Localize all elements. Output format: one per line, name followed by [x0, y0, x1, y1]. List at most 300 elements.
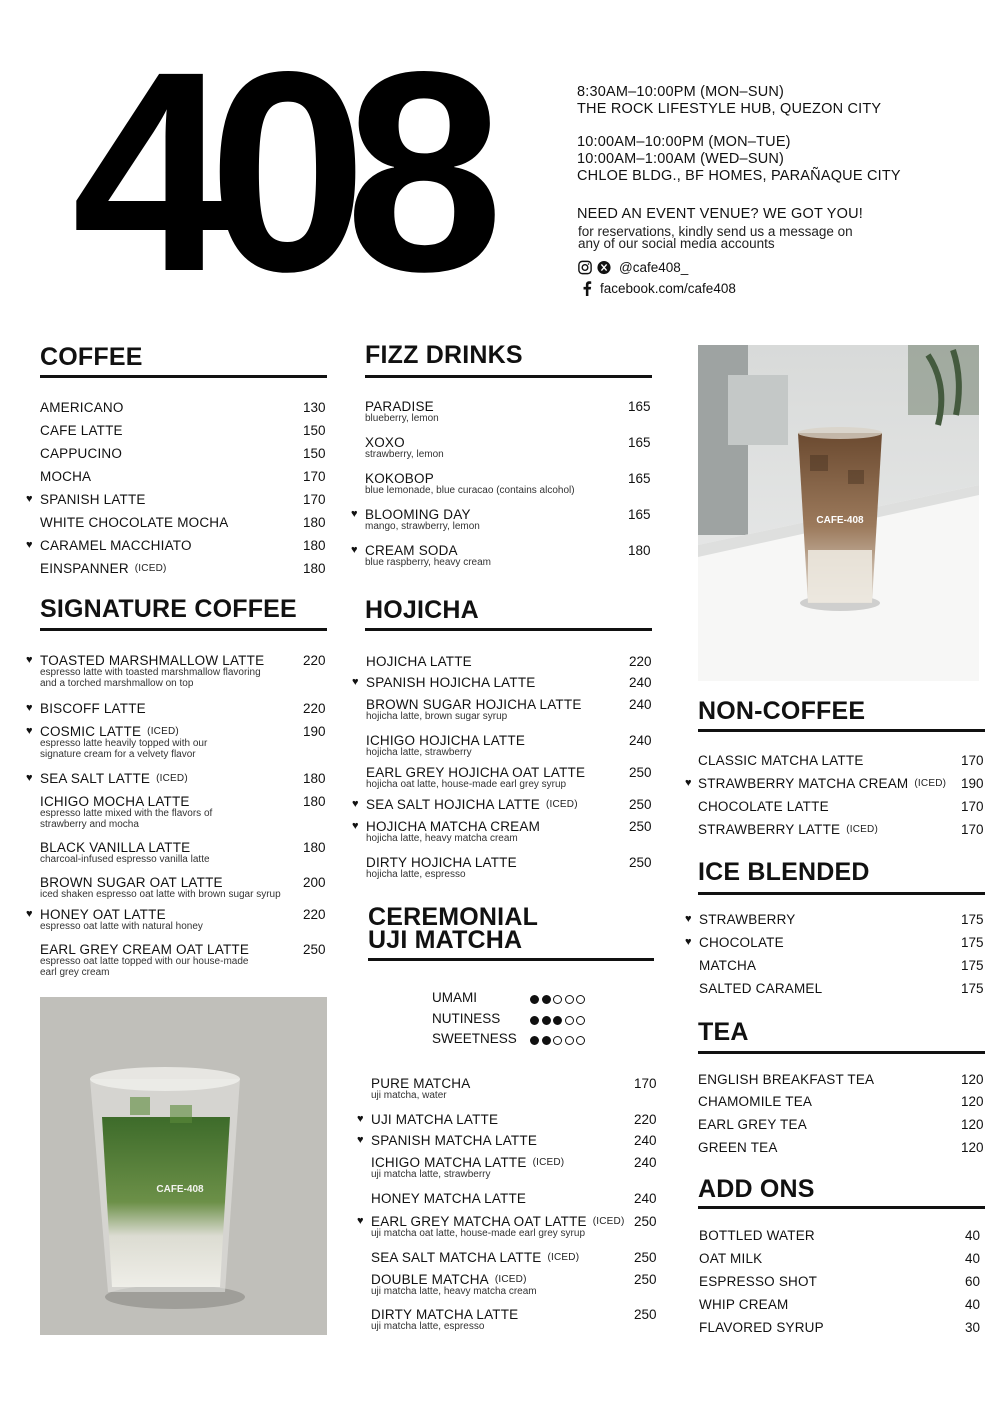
description-line: strawberry, lemon — [365, 449, 444, 460]
iced-tag: (ICED) — [156, 773, 188, 784]
menu-item-name — [699, 1297, 789, 1312]
menu-item-price: 170 — [303, 469, 326, 484]
menu-item-price: 175 — [961, 935, 984, 950]
rating-dot-filled — [530, 995, 539, 1004]
heart-icon: ♥ — [357, 1113, 364, 1125]
menu-item — [698, 1072, 991, 1088]
menu-item-name — [366, 819, 540, 834]
menu-item-name — [40, 492, 146, 507]
menu-item — [699, 1320, 995, 1336]
event-note-line-2: any of our social media accounts — [578, 236, 775, 251]
menu-item-price: 130 — [303, 400, 326, 415]
menu-item-description — [40, 855, 210, 866]
section-title-coffee: COFFEE — [40, 343, 143, 371]
menu-item-name — [698, 776, 946, 791]
menu-item-price: 180 — [303, 771, 326, 786]
menu-item-name-text: EARL GREY HOJICHA OAT LATTE — [366, 765, 586, 780]
menu-item — [26, 701, 333, 717]
menu-item-price: 40 — [965, 1251, 981, 1266]
facebook-url[interactable]: facebook.com/cafe408 — [600, 281, 736, 296]
menu-item-description — [40, 890, 281, 901]
section-title-fizz-drinks: FIZZ DRINKS — [365, 341, 523, 369]
description-line: hojicha latte, heavy matcha cream — [366, 833, 518, 844]
menu-item-name-text: HOJICHA MATCHA CREAM — [366, 819, 541, 834]
menu-item-price: 40 — [965, 1228, 981, 1243]
menu-item — [40, 515, 333, 531]
menu-item-name-text: HONEY OAT LATTE — [40, 907, 166, 922]
menu-item-name-text: CHOCOLATE — [699, 935, 784, 950]
menu-item-name-text: PARADISE — [365, 399, 434, 414]
menu-item-name — [698, 799, 829, 814]
iced-tag: (ICED) — [532, 1157, 565, 1168]
menu-item-name-text: PURE MATCHA — [371, 1076, 471, 1091]
menu-item-price: 250 — [634, 1214, 657, 1229]
menu-item — [351, 507, 658, 532]
divider — [365, 628, 652, 631]
heart-icon: ♥ — [351, 508, 358, 520]
menu-item-price: 190 — [961, 776, 984, 791]
event-note-line-1: for reservations, kindly send us a message on — [578, 224, 853, 239]
rating-dots — [530, 1033, 588, 1048]
divider — [40, 628, 327, 631]
menu-item-name — [699, 981, 822, 996]
menu-item-price: 180 — [303, 794, 326, 809]
location-2 — [577, 134, 901, 185]
menu-item-name-text: DOUBLE MATCHA — [371, 1272, 489, 1287]
menu-item-price: 220 — [634, 1112, 657, 1127]
menu-item-name — [698, 753, 864, 768]
description-line: hojicha latte, strawberry — [366, 747, 472, 758]
menu-item-name-text: BLACK VANILLA LATTE — [40, 840, 191, 855]
menu-item-name — [40, 701, 146, 716]
description-line: and a torched marshmallow on top — [40, 677, 194, 689]
menu-item — [685, 935, 991, 951]
rating-dots — [530, 992, 588, 1007]
heart-icon: ♥ — [26, 908, 33, 920]
rating-label: SWEETNESS — [432, 1031, 517, 1046]
menu-item-price: 240 — [629, 675, 652, 690]
menu-item — [40, 469, 333, 485]
menu-item-name — [40, 794, 190, 809]
rating-dot-empty — [576, 1036, 585, 1045]
menu-item-name — [40, 423, 123, 438]
menu-item-price: 250 — [634, 1307, 657, 1322]
menu-item-name — [366, 797, 578, 812]
menu-item — [26, 492, 333, 508]
menu-item-name-text: ICHIGO HOJICHA LATTE — [366, 733, 526, 748]
menu-item — [365, 435, 658, 460]
menu-item-name-text: CARAMEL MACCHIATO — [40, 538, 192, 553]
menu-item-price: 120 — [961, 1117, 984, 1132]
social-handle — [578, 260, 688, 275]
menu-item-name — [371, 1307, 518, 1322]
menu-item-name — [40, 771, 188, 786]
location-2-hours-a: 10:00AM–10:00PM (MON–TUE) — [577, 134, 791, 150]
menu-item-name — [365, 435, 405, 450]
heart-icon: ♥ — [685, 913, 692, 925]
menu-item — [365, 471, 658, 496]
section-title-line-2: UJI MATCHA — [368, 926, 523, 954]
section-title-non-coffee: NON-COFFEE — [698, 697, 866, 725]
section-title-add-ons: ADD ONS — [698, 1175, 815, 1203]
menu-item — [698, 822, 991, 838]
menu-item — [371, 1250, 664, 1266]
heart-icon: ♥ — [352, 676, 359, 688]
menu-item-description — [40, 957, 248, 978]
menu-item-name — [698, 1140, 778, 1155]
menu-item-name — [699, 958, 756, 973]
menu-item-name-text: DIRTY MATCHA LATTE — [371, 1307, 519, 1322]
menu-item-name — [365, 507, 471, 522]
menu-item-price: 180 — [303, 538, 326, 553]
menu-item-name-text: MATCHA — [699, 958, 757, 973]
description-line: hojicha latte, brown sugar syrup — [366, 711, 508, 722]
menu-item-name-text: BROWN SUGAR HOJICHA LATTE — [366, 697, 582, 712]
iced-tag: (ICED) — [545, 799, 578, 810]
menu-item-price: 175 — [961, 912, 984, 927]
location-2-hours-b: 10:00AM–1:00AM (WED–SUN) — [577, 151, 785, 167]
location-1-hours: 8:30AM–10:00PM (MON–SUN) — [577, 84, 785, 100]
description-line: uji matcha latte, espresso — [371, 1321, 485, 1332]
rating-dot-filled — [530, 1036, 539, 1045]
menu-item-name — [698, 1072, 874, 1087]
menu-item — [365, 399, 658, 424]
menu-item-name-text: HOJICHA LATTE — [366, 654, 472, 669]
menu-item — [26, 907, 333, 932]
menu-item — [40, 794, 333, 830]
heart-icon: ♥ — [26, 539, 33, 551]
rating-dot-empty — [565, 995, 574, 1004]
x-icon[interactable] — [597, 261, 611, 275]
menu-item — [26, 724, 333, 760]
menu-item — [371, 1272, 664, 1297]
rating-dot-filled — [542, 995, 551, 1004]
menu-item-name — [371, 1214, 625, 1229]
menu-item-name — [365, 543, 458, 558]
menu-item-price: 150 — [303, 423, 326, 438]
menu-item-name — [366, 733, 525, 748]
menu-item-name-text: CLASSIC MATCHA LATTE — [698, 753, 864, 768]
menu-item — [351, 543, 658, 568]
divider — [368, 958, 654, 961]
menu-item-price: 240 — [634, 1191, 657, 1206]
menu-item-name-text: AMERICANO — [40, 400, 124, 415]
menu-item-name-text: KOKOBOP — [365, 471, 434, 486]
menu-item-name-text: ICHIGO MATCHA LATTE — [371, 1155, 527, 1170]
menu-item-price: 180 — [303, 840, 326, 855]
social-handle-text[interactable]: @cafe408_ — [619, 260, 689, 275]
menu-item-description — [40, 922, 203, 933]
menu-item-name-text: CAFE LATTE — [40, 423, 123, 438]
menu-item-price: 250 — [634, 1272, 657, 1287]
menu-item-name — [699, 1251, 762, 1266]
menu-item-name — [366, 675, 535, 690]
menu-item-name-text: CHOCOLATE LATTE — [698, 799, 829, 814]
menu-item-name — [40, 446, 122, 461]
menu-item-price: 165 — [628, 471, 651, 486]
menu-item-name — [699, 935, 784, 950]
description-line: strawberry and mocha — [40, 818, 139, 830]
menu-item-price: 165 — [628, 399, 651, 414]
section-title-ice-blended: ICE BLENDED — [698, 858, 870, 886]
divider — [698, 729, 985, 732]
menu-item-price: 165 — [628, 435, 651, 450]
menu-item-description — [366, 748, 472, 759]
menu-item-price: 250 — [629, 765, 652, 780]
menu-item-price: 170 — [303, 492, 326, 507]
menu-item-name — [40, 561, 167, 576]
menu-item — [699, 981, 991, 997]
menu-item-price: 250 — [634, 1250, 657, 1265]
menu-item-name-text: HONEY MATCHA LATTE — [371, 1191, 527, 1206]
iced-tag: (ICED) — [147, 726, 179, 737]
menu-item-name — [366, 654, 472, 669]
menu-item — [366, 765, 659, 790]
menu-item-description — [40, 739, 207, 760]
menu-item-name — [699, 1228, 815, 1243]
heart-icon: ♥ — [351, 544, 358, 556]
rating-dot-empty — [553, 995, 562, 1004]
iced-tag: (ICED) — [134, 563, 167, 574]
menu-item-name-text: SEA SALT HOJICHA LATTE — [366, 797, 540, 812]
description-line: signature cream for a velvety flavor — [40, 748, 196, 760]
instagram-icon[interactable] — [578, 261, 592, 275]
menu-item-name — [40, 469, 91, 484]
iced-matcha-photo — [40, 997, 327, 1335]
menu-item-name-text: WHIP CREAM — [699, 1297, 789, 1312]
heart-icon: ♥ — [352, 820, 359, 832]
menu-item-name-text: BOTTLED WATER — [699, 1228, 815, 1243]
menu-item-name — [365, 399, 434, 414]
menu-item-description — [371, 1287, 537, 1298]
menu-item-name-text: EARL GREY MATCHA OAT LATTE — [371, 1214, 587, 1229]
description-line: uji matcha, water — [371, 1090, 447, 1101]
menu-item — [40, 423, 333, 439]
menu-item — [352, 819, 659, 844]
iced-tag: (ICED) — [592, 1216, 625, 1227]
description-line: iced shaken espresso oat latte with brown sugar syrup — [40, 889, 281, 900]
section-title-ceremonial-uji-matcha — [368, 903, 539, 954]
description-line: uji matcha latte, heavy matcha cream — [371, 1286, 537, 1297]
rating-dot-filled — [530, 1016, 539, 1025]
menu-item-name — [371, 1076, 470, 1091]
rating-label: NUTINESS — [432, 1010, 501, 1026]
section-title-hojicha: HOJICHA — [365, 596, 479, 624]
menu-item-name-text: EARL GREY CREAM OAT LATTE — [40, 942, 250, 957]
menu-item-price: 220 — [303, 701, 326, 716]
menu-item-price: 170 — [961, 753, 984, 768]
menu-item — [366, 733, 659, 758]
rating-dot-filled — [553, 1016, 562, 1025]
menu-item — [371, 1307, 664, 1332]
heart-icon: ♥ — [685, 936, 692, 948]
menu-item-description — [371, 1170, 491, 1181]
facebook-icon[interactable] — [580, 282, 594, 296]
menu-item — [371, 1076, 664, 1101]
rating-label: UMAMI — [432, 990, 477, 1005]
event-title: NEED AN EVENT VENUE? WE GOT YOU! — [577, 206, 863, 222]
description-line: mango, strawberry, lemon — [365, 521, 480, 532]
menu-item-price: 170 — [961, 822, 984, 837]
menu-item-description — [371, 1229, 585, 1240]
description-line: espresso oat latte topped with our house-made — [40, 956, 249, 967]
description-line: hojicha oat latte, house-made earl grey syrup — [366, 779, 567, 790]
menu-item-price: 40 — [965, 1297, 981, 1312]
menu-item-name-text: MOCHA — [40, 469, 92, 484]
menu-item-price: 240 — [629, 733, 652, 748]
menu-item-name-text: EINSPANNER — [40, 561, 129, 576]
description-line: charcoal-infused espresso vanilla latte — [40, 854, 210, 865]
menu-item-name — [371, 1112, 498, 1127]
description-line: blue raspberry, heavy cream — [365, 557, 491, 568]
cup-label-1: CAFE-408 — [816, 515, 864, 526]
menu-item — [698, 1140, 991, 1156]
menu-item — [40, 875, 333, 900]
menu-item-name — [40, 942, 249, 957]
menu-item-price: 120 — [961, 1072, 984, 1087]
description-line: blue lemonade, blue curacao (contains alcohol) — [365, 485, 575, 496]
menu-item-name-text: SEA SALT LATTE — [40, 771, 151, 786]
rating-dot-empty — [576, 1016, 585, 1025]
heart-icon: ♥ — [26, 654, 33, 666]
menu-item-price: 190 — [303, 724, 326, 739]
menu-item-name-text: BISCOFF LATTE — [40, 701, 146, 716]
facebook-link — [580, 281, 736, 296]
menu-item-description — [40, 809, 212, 830]
iced-latte-photo — [698, 345, 979, 681]
menu-item-price: 220 — [303, 653, 326, 668]
menu-item-name-text: CREAM SODA — [365, 543, 458, 558]
location-2-place: CHLOE BLDG., BF HOMES, PARAÑAQUE CITY — [577, 168, 901, 184]
menu-item-price: 180 — [303, 515, 326, 530]
event-note — [578, 226, 853, 250]
menu-item-name — [698, 1117, 807, 1132]
menu-item-price: 170 — [961, 799, 984, 814]
menu-item — [357, 1112, 664, 1128]
menu-item-name-text: SEA SALT MATCHA LATTE — [371, 1250, 542, 1265]
menu-item — [40, 942, 333, 978]
description-line: espresso latte heavily topped with our — [40, 738, 208, 749]
menu-item-price: 250 — [629, 797, 652, 812]
menu-item — [685, 776, 991, 792]
heart-icon: ♥ — [352, 798, 359, 810]
menu-item-price: 250 — [629, 819, 652, 834]
menu-item-name — [698, 822, 878, 837]
menu-item-name — [40, 724, 179, 739]
menu-item-name-text: TOASTED MARSHMALLOW LATTE — [40, 653, 265, 668]
menu-item-name-text: ICHIGO MOCHA LATTE — [40, 794, 190, 809]
menu-item-price: 240 — [634, 1133, 657, 1148]
description-line: earl grey cream — [40, 966, 110, 978]
rating-dot-empty — [553, 1036, 562, 1045]
menu-item-description — [371, 1091, 447, 1102]
menu-item-price: 120 — [961, 1094, 984, 1109]
menu-item — [357, 1133, 664, 1149]
section-title-signature-coffee: SIGNATURE COFFEE — [40, 595, 297, 623]
description-line: blueberry, lemon — [365, 413, 439, 424]
description-line: espresso latte with toasted marshmallow flavoring — [40, 667, 261, 678]
menu-item-name — [40, 875, 223, 890]
menu-item-price: 175 — [961, 981, 984, 996]
menu-item-description — [371, 1322, 484, 1333]
menu-item-price: 250 — [303, 942, 326, 957]
divider — [698, 1206, 985, 1209]
menu-item-name — [366, 765, 585, 780]
menu-item-price: 165 — [628, 507, 651, 522]
menu-item-description — [365, 486, 575, 497]
menu-item-name-text: STRAWBERRY — [699, 912, 796, 927]
description-line: hojicha latte, espresso — [366, 869, 466, 880]
menu-item-name-text: SPANISH LATTE — [40, 492, 146, 507]
heart-icon: ♥ — [26, 493, 33, 505]
menu-item-name — [698, 1094, 812, 1109]
menu-item — [26, 771, 333, 787]
description-line: espresso oat latte with natural honey — [40, 921, 203, 932]
menu-item-price: 180 — [628, 543, 651, 558]
section-title-line-1: CEREMONIAL — [368, 903, 539, 931]
menu-item-name — [371, 1250, 579, 1265]
menu-item-name — [40, 400, 124, 415]
menu-item-description — [366, 870, 466, 881]
menu-item-name — [699, 1274, 817, 1289]
heart-icon: ♥ — [357, 1215, 364, 1227]
menu-item-name-text: BLOOMING DAY — [365, 507, 471, 522]
menu-item-name — [371, 1272, 527, 1287]
menu-item-name-text: DIRTY HOJICHA LATTE — [366, 855, 517, 870]
menu-item-name — [371, 1155, 564, 1170]
rating-dot-filled — [542, 1036, 551, 1045]
menu-item-name-text: ESPRESSO SHOT — [699, 1274, 818, 1289]
menu-item — [26, 653, 333, 689]
menu-item-price: 60 — [965, 1274, 981, 1289]
menu-item — [366, 654, 659, 670]
section-title-tea: TEA — [698, 1018, 749, 1046]
menu-item-price: 150 — [303, 446, 326, 461]
menu-item-name-text: STRAWBERRY MATCHA CREAM — [698, 776, 909, 791]
menu-item-name — [699, 1320, 824, 1335]
menu-item — [371, 1155, 664, 1180]
menu-item-name-text: SPANISH HOJICHA LATTE — [366, 675, 536, 690]
menu-item — [698, 799, 991, 815]
menu-item-price: 170 — [634, 1076, 657, 1091]
heart-icon: ♥ — [685, 777, 692, 789]
menu-item-name — [40, 515, 228, 530]
description-line: uji matcha latte, strawberry — [371, 1169, 491, 1180]
menu-item-name-text: OAT MILK — [699, 1251, 763, 1266]
brand-logo: 408 — [72, 13, 482, 331]
iced-tag: (ICED) — [547, 1252, 580, 1263]
menu-item-description — [365, 558, 491, 569]
menu-item-price: 220 — [303, 907, 326, 922]
menu-item — [40, 400, 333, 416]
menu-item-name-text: ENGLISH BREAKFAST TEA — [698, 1072, 875, 1087]
menu-item-price: 180 — [303, 561, 326, 576]
menu-item-name-text: BROWN SUGAR OAT LATTE — [40, 875, 223, 890]
divider — [698, 892, 985, 895]
menu-item — [40, 840, 333, 865]
menu-item — [698, 753, 991, 769]
menu-item-name — [371, 1191, 526, 1206]
menu-item-name-text: CHAMOMILE TEA — [698, 1094, 813, 1109]
menu-item — [352, 797, 659, 813]
menu-item — [699, 958, 991, 974]
heart-icon: ♥ — [357, 1134, 364, 1146]
menu-item-description — [365, 522, 480, 533]
rating-dot-empty — [565, 1016, 574, 1025]
menu-item-price: 240 — [634, 1155, 657, 1170]
menu-item-name — [699, 912, 796, 927]
description-line: espresso latte mixed with the flavors of — [40, 808, 213, 819]
